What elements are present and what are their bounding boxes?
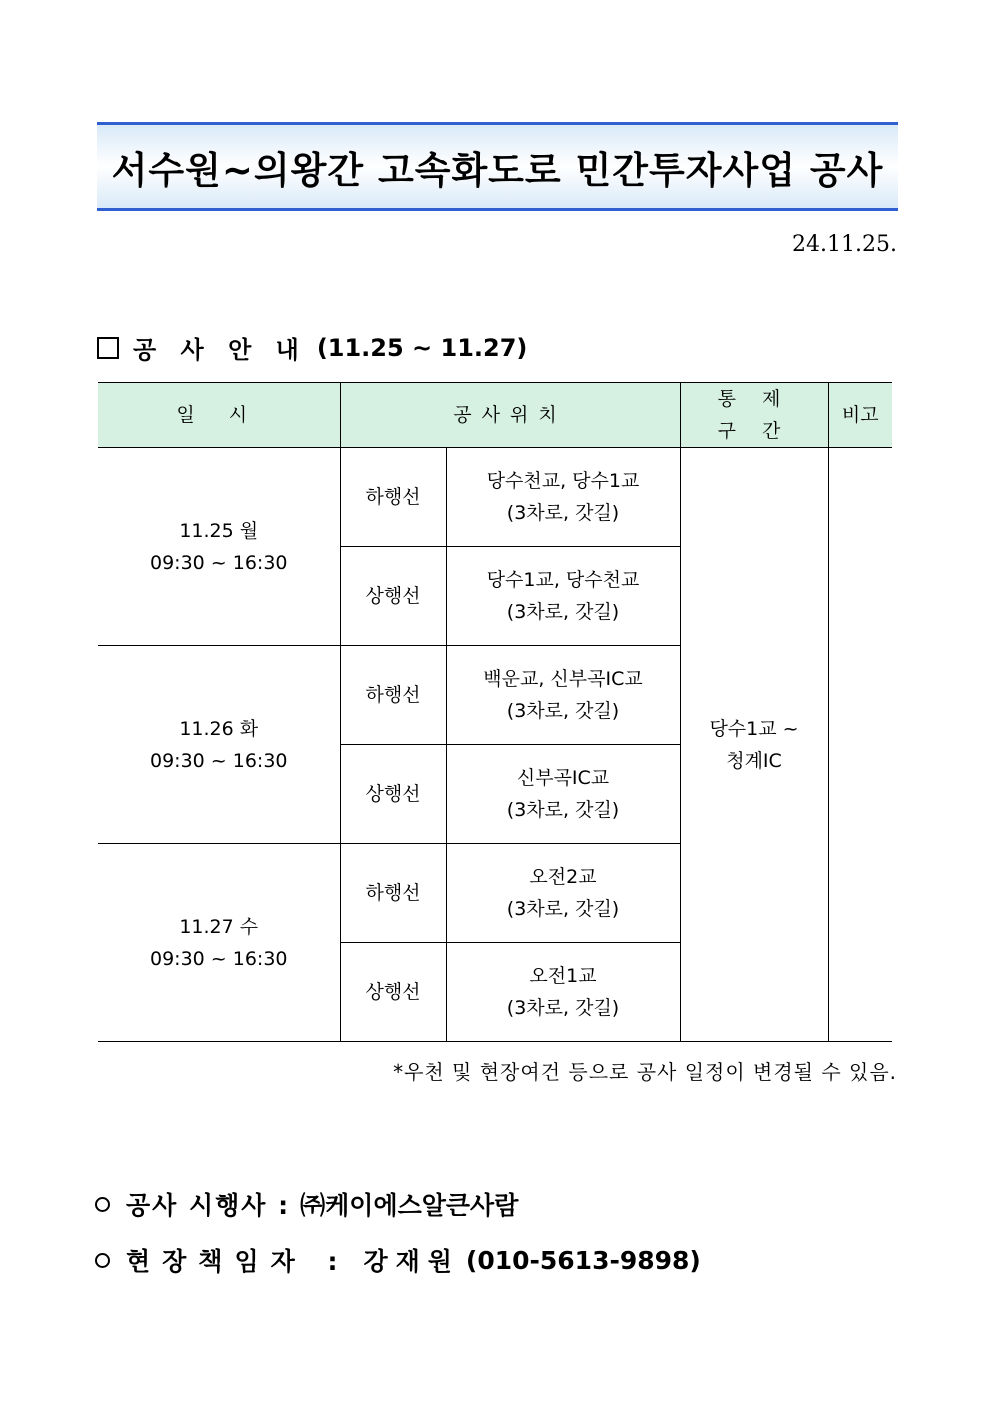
manager-label: 현장책임자 :: [126, 1247, 350, 1276]
direction-cell: 상행선: [340, 547, 446, 646]
table-header-row: [98, 383, 892, 448]
section-label: 공 사 안 내: [133, 336, 307, 364]
direction-cell: 하행선: [340, 448, 446, 547]
page-title: 서수원~의왕간 고속화도로 민간투자사업 공사: [111, 148, 884, 192]
manager-phone: (010-5613-9898): [465, 1245, 701, 1275]
contractor-value: ㈜케이에스알큰사람: [300, 1191, 519, 1220]
place-cell: 백운교, 신부곡IC교 (3차로, 갓길): [446, 646, 680, 745]
direction-cell: 하행선: [340, 844, 446, 943]
place-cell: 오전2교 (3차로, 갓길): [446, 844, 680, 943]
bullet-icon: [95, 1197, 110, 1212]
header-control-section: 통 제 구 간: [680, 383, 828, 448]
section-heading: [97, 330, 527, 365]
manager-line: [95, 1242, 701, 1278]
section-period: (11.25 ~ 11.27): [316, 333, 528, 362]
place-cell: 당수1교, 당수천교 (3차로, 갓길): [446, 547, 680, 646]
document-date: 24.11.25.: [792, 232, 897, 257]
schedule-note: *우천 및 현장여건 등으로 공사 일정이 변경될 수 있음.: [393, 1060, 897, 1084]
contractor-line: [95, 1186, 518, 1222]
direction-cell: 상행선: [340, 943, 446, 1042]
header-location: 공사위치: [340, 383, 680, 448]
schedule-table: [98, 382, 892, 1042]
header-remarks: 비고: [828, 383, 892, 448]
contractor-label: 공사 시행사 :: [126, 1191, 291, 1220]
date-cell: 11.25 월 09:30 ~ 16:30: [98, 448, 340, 646]
date-cell: 11.26 화 09:30 ~ 16:30: [98, 646, 340, 844]
title-banner: [97, 122, 898, 211]
header-datetime: 일 시: [98, 383, 340, 448]
remarks-cell: [828, 448, 892, 1042]
place-cell: 당수천교, 당수1교 (3차로, 갓길): [446, 448, 680, 547]
checkbox-icon: [97, 337, 119, 359]
control-section-cell: 당수1교 ~ 청계IC: [680, 448, 828, 1042]
bullet-icon: [95, 1253, 110, 1268]
place-cell: 신부곡IC교 (3차로, 갓길): [446, 745, 680, 844]
manager-name: 강재원: [363, 1247, 460, 1276]
direction-cell: 상행선: [340, 745, 446, 844]
direction-cell: 하행선: [340, 646, 446, 745]
place-cell: 오전1교 (3차로, 갓길): [446, 943, 680, 1042]
date-cell: 11.27 수 09:30 ~ 16:30: [98, 844, 340, 1042]
table-row: [98, 448, 892, 547]
